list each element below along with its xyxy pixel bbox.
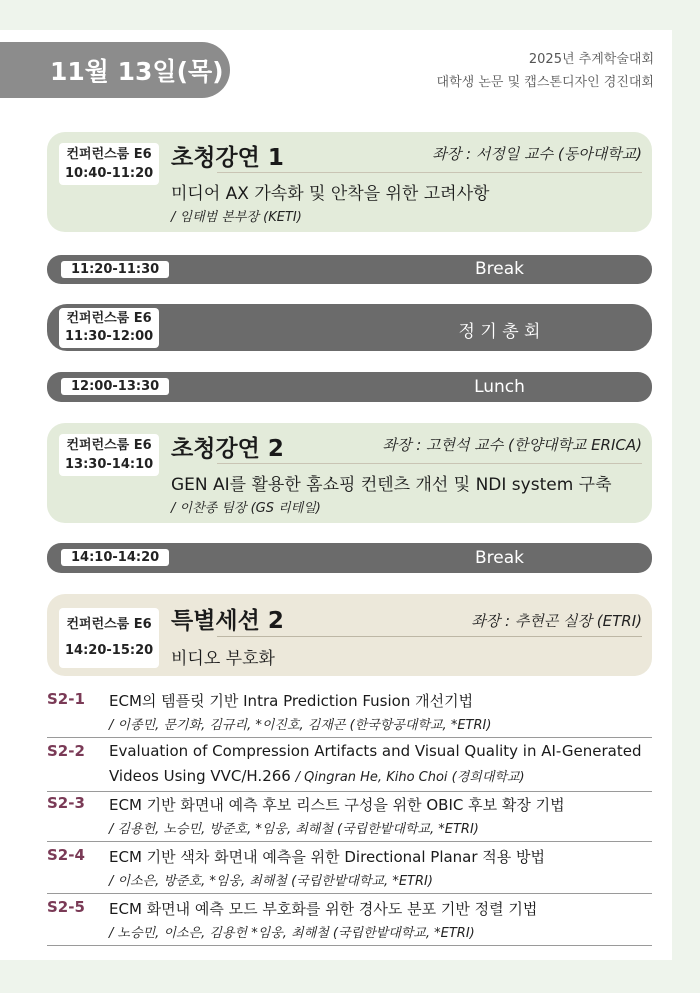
session-chair: 좌장 : 서정일 교수 (동아대학교) — [432, 145, 642, 163]
paper-id: S2-5 — [47, 898, 85, 916]
paper-title: ECM 화면내 예측 모드 부호화를 위한 경사도 분포 기반 정렬 기법 — [109, 900, 538, 918]
paper-id: S2-4 — [47, 846, 85, 864]
paper-title: ECM의 템플릿 기반 Intra Prediction Fusion 개선기법 — [109, 692, 474, 710]
special-session-block — [47, 594, 652, 676]
room-time-box — [59, 308, 159, 348]
paper-item — [47, 794, 652, 842]
divider — [217, 463, 642, 464]
break-bar — [47, 543, 652, 573]
time-label: 14:10-14:20 — [61, 549, 169, 566]
session-subtitle: 비디오 부호화 — [171, 649, 275, 669]
session-title: 초청강연 2 — [171, 436, 284, 462]
room-time-box — [59, 143, 159, 185]
paper-id: S2-1 — [47, 690, 85, 708]
break-label: Break — [475, 548, 524, 568]
session-chair: 좌장 : 추현곤 실장 (ETRI) — [471, 612, 642, 630]
session-date: 11월 13일(목) — [50, 57, 224, 86]
event-name-line2: 대학생 논문 및 캡스톤디자인 경진대회 — [436, 75, 654, 90]
time-label: 12:00-13:30 — [61, 378, 169, 395]
lunch-label: Lunch — [474, 377, 525, 397]
keynote-1-block — [47, 132, 652, 232]
talk-title: GEN AI를 활용한 홈쇼핑 컨텐츠 개선 및 NDI system 구축 — [171, 475, 612, 495]
general-assembly-bar — [47, 304, 652, 351]
paper-title: ECM 기반 색차 화면내 예측을 위한 Directional Planar 적용 방법 — [109, 848, 546, 866]
talk-speaker: / 이찬종 팀장 (GS 리테일) — [171, 501, 321, 516]
time-label: 11:20-11:30 — [61, 261, 169, 278]
paper-authors: / 이종민, 문기화, 김규리, *이진호, 김재곤 (한국항공대학교, *ETRI) — [109, 718, 492, 733]
session-title: 특별세션 2 — [171, 608, 284, 634]
paper-title-line2 — [109, 766, 525, 785]
divider — [217, 636, 642, 637]
session-title: 초청강연 1 — [171, 145, 284, 171]
paper-item — [47, 742, 652, 792]
room-label: 컨퍼런스룸 E6 — [66, 147, 152, 162]
paper-authors: / 노승민, 이소은, 김용헌 *임웅, 최해철 (국립한밭대학교, *ETRI) — [109, 926, 475, 941]
paper-authors: / 이소은, 방준호, *임웅, 최해철 (국립한밭대학교, *ETRI) — [109, 874, 433, 889]
event-name — [437, 48, 654, 94]
talk-speaker: / 임태범 본부장 (KETI) — [171, 210, 302, 225]
time-label: 10:40-11:20 — [65, 166, 154, 181]
paper-title: ECM 기반 화면내 예측 후보 리스트 구성을 위한 OBIC 후보 확장 기법 — [109, 796, 565, 814]
paper-title: Evaluation of Compression Artifacts and Visual Quality in AI-Generated — [109, 742, 642, 760]
paper-authors: / Qingran He, Kiho Choi (경희대학교) — [295, 770, 525, 785]
event-name-line1: 2025년 추계학술대회 — [528, 52, 654, 67]
room-time-box — [59, 608, 159, 668]
break-bar — [47, 255, 652, 284]
paper-id: S2-3 — [47, 794, 85, 812]
assembly-label: 정 기 총 회 — [458, 322, 541, 342]
keynote-2-block — [47, 423, 652, 523]
talk-title: 미디어 AX 가속화 및 안착을 위한 고려사항 — [171, 184, 490, 204]
room-label: 컨퍼런스룸 E6 — [66, 311, 152, 326]
divider — [217, 172, 642, 173]
time-label: 13:30-14:10 — [65, 457, 154, 472]
paper-authors: / 김용헌, 노승민, 방준호, *임웅, 최해철 (국립한밭대학교, *ETRI) — [109, 822, 479, 837]
lunch-bar — [47, 372, 652, 402]
room-label: 컨퍼런스룸 E6 — [66, 438, 152, 453]
date-pill — [0, 42, 230, 98]
time-label: 11:30-12:00 — [65, 329, 154, 344]
paper-title-cont: Videos Using VVC/H.266 — [109, 767, 291, 785]
paper-id: S2-2 — [47, 742, 85, 760]
room-label: 컨퍼런스룸 E6 — [66, 617, 152, 632]
paper-item — [47, 898, 652, 946]
paper-item — [47, 846, 652, 894]
paper-item — [47, 690, 652, 738]
room-time-box — [59, 434, 159, 476]
session-chair: 좌장 : 고현석 교수 (한양대학교 ERICA) — [382, 436, 642, 454]
break-label: Break — [475, 259, 524, 279]
time-label: 14:20-15:20 — [65, 643, 154, 658]
